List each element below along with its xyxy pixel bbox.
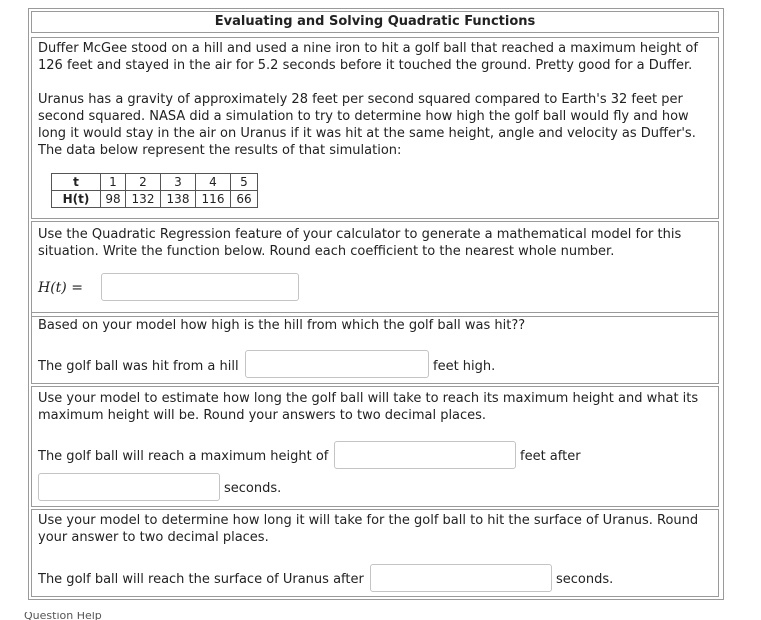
- table-cell: 4: [196, 174, 231, 191]
- question-4-pre-label: The golf ball will reach the surface of Uranus after: [38, 572, 364, 587]
- question-help-text: Question Help: [24, 612, 102, 620]
- question-3-mid-label: feet after: [520, 449, 581, 464]
- table-cell: 116: [196, 191, 231, 208]
- function-input[interactable]: [101, 273, 299, 301]
- max-time-input[interactable]: [38, 473, 220, 501]
- table-cell: 66: [231, 191, 258, 208]
- function-label: H(t) =: [38, 280, 83, 296]
- page-title: Evaluating and Solving Quadratic Functions: [31, 11, 719, 33]
- table-cell: 132: [126, 191, 161, 208]
- question-1-section: [31, 221, 719, 317]
- question-2-section: [31, 312, 719, 384]
- max-height-input[interactable]: [334, 441, 516, 469]
- intro-paragraph-2: Uranus has a gravity of approximately 28 feet per second squared compared to Earth's 32 feet per second squared. NASA did a simulation to try to determine how high the golf ball would fly and how long it would stay in the air on Uranus if it was hit at the same height, angle and velocity as Duffer's. The data below represent the results of that simulation:: [38, 92, 696, 158]
- intro-paragraph-1: Duffer McGee stood on a hill and used a nine iron to hit a golf ball that reached a maximum height of 126 feet and stayed in the air for 5.2 seconds before it touched the ground. Pretty good for a Duffer.: [38, 41, 698, 73]
- table-header-h: H(t): [52, 191, 101, 208]
- table-cell: 5: [231, 174, 258, 191]
- question-4-prompt: Use your model to determine how long it will take for the golf ball to hit the surface of Uranus. Round your answer to two decimal places.: [38, 513, 699, 545]
- question-4-section: [31, 509, 719, 597]
- question-3-pre-label: The golf ball will reach a maximum height of: [38, 449, 329, 464]
- question-3-post-label: seconds.: [224, 481, 282, 496]
- question-1-prompt: Use the Quadratic Regression feature of your calculator to generate a mathematical model for this situation. Write the function below. Round each coefficient to the nearest whole number.: [38, 227, 682, 259]
- table-cell: 2: [126, 174, 161, 191]
- table-cell: 138: [161, 191, 196, 208]
- question-4-post-label: seconds.: [556, 572, 614, 587]
- table-cell: 3: [161, 174, 196, 191]
- question-2-prompt: Based on your model how high is the hill from which the golf ball was hit??: [38, 318, 526, 333]
- question-3-prompt: Use your model to estimate how long the golf ball will take to reach its maximum height and what its maximum height will be. Round your answers to two decimal places.: [38, 391, 699, 423]
- question-2-pre-label: The golf ball was hit from a hill: [38, 359, 239, 374]
- table-row-t: [52, 174, 258, 191]
- simulation-data-table: [51, 173, 258, 208]
- question-panel: [28, 8, 724, 600]
- table-cell: 1: [101, 174, 126, 191]
- table-cell: 98: [101, 191, 126, 208]
- table-header-t: t: [52, 174, 101, 191]
- question-3-section: [31, 386, 719, 507]
- table-row-h: [52, 191, 258, 208]
- surface-time-input[interactable]: [370, 564, 552, 592]
- hill-height-input[interactable]: [245, 350, 429, 378]
- question-2-post-label: feet high.: [433, 359, 496, 374]
